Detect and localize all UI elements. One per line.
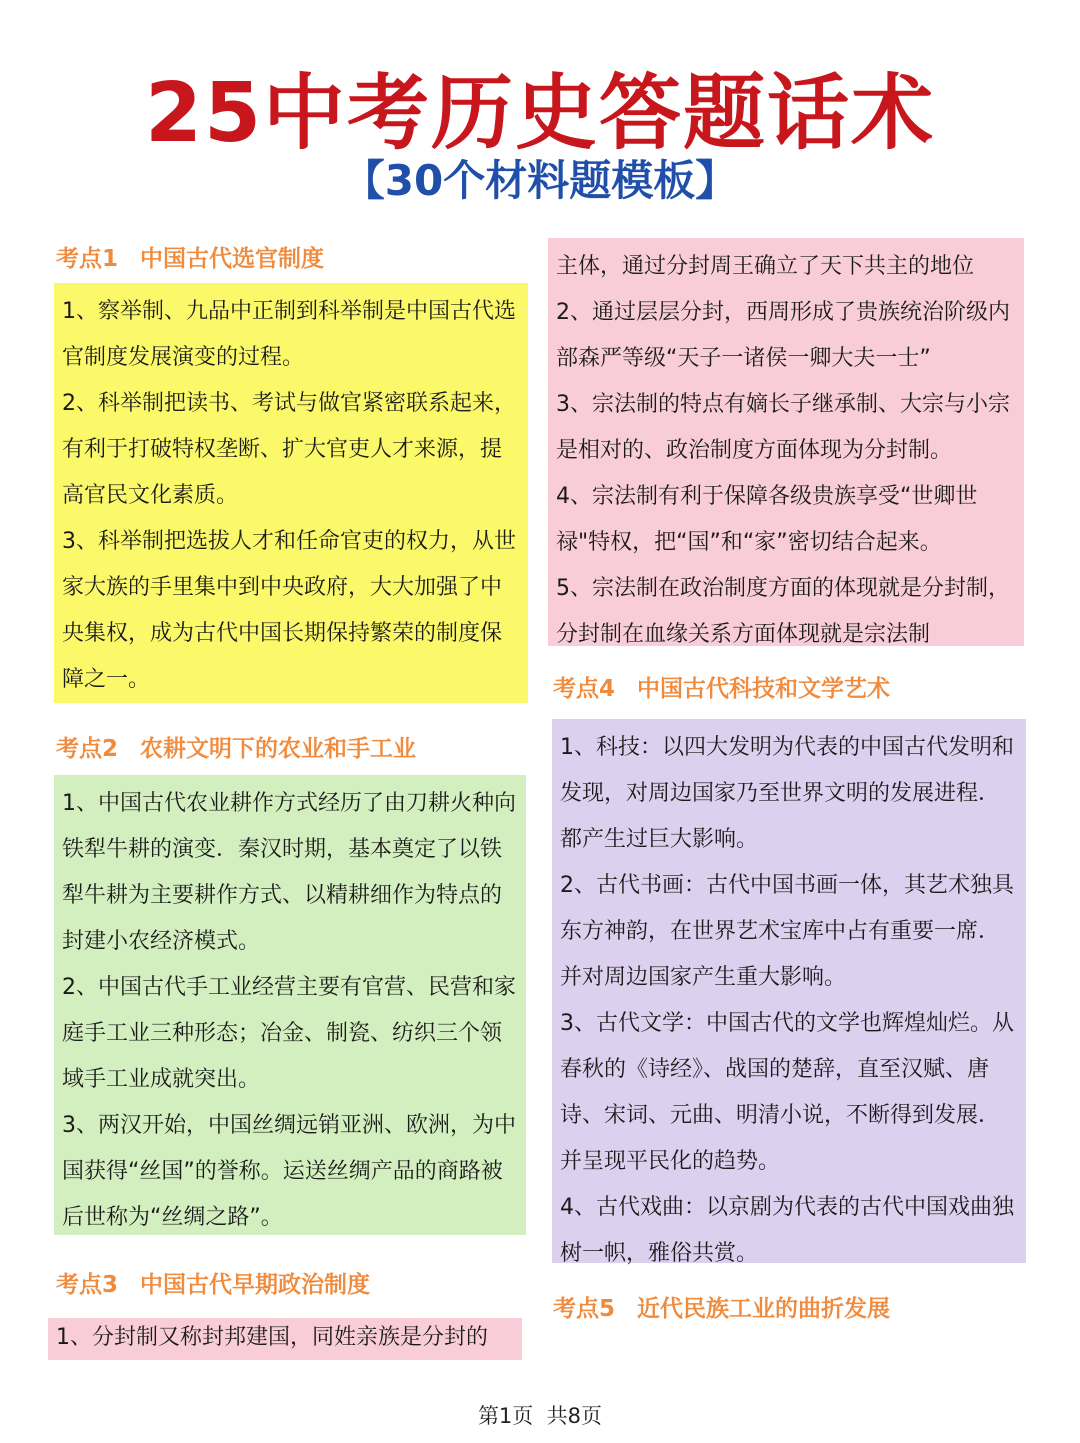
- section-3-item: 3、宗法制的特点有嫡长子继承制、大宗与小宗是相对的、政治制度方面体现为分封制。: [556, 392, 1010, 463]
- section-3-item: 4、宗法制有利于保障各级贵族享受“世卿世禄"特权，把“国”和“家”密切结合起来。: [556, 484, 978, 555]
- section-3-box-left: [48, 1318, 522, 1360]
- section-2-number: 考点2: [56, 736, 119, 762]
- section-4-box: [552, 719, 1026, 1266]
- page-subtitle: 【30个材料题模板】: [342, 156, 738, 205]
- section-3-item: 5、宗法制在政治制度方面的体现就是分封制，分封制在血缘关系方面体现就是宗法制: [556, 576, 1010, 647]
- section-4-item: 1、科技：以四大发明为代表的中国古代发明和发现，对周边国家乃至世界文明的发展进程．都产生过巨大影响。: [560, 735, 1014, 852]
- section-2-title: 农耕文明下的农业和手工业: [140, 736, 417, 762]
- page-number: 第1页: [477, 1404, 534, 1428]
- page-total: 共8页: [546, 1404, 603, 1428]
- section-2-item: 2、中国古代手工业经营主要有官营、民营和家庭手工业三种形态；冶金、制瓷、纺织三个领域手工业成就突出。: [62, 975, 516, 1092]
- section-2-heading: [56, 730, 416, 763]
- section-5-number: 考点5: [553, 1296, 616, 1322]
- section-1-item: 3、科举制把选拔人才和任命官吏的权力，从世家大族的手里集中到中央政府，大大加强了中央集权，成为古代中国长期保持繁荣的制度保障之一。: [62, 529, 516, 692]
- section-5-title: 近代民族工业的曲折发展: [637, 1296, 891, 1322]
- section-3-item: 主体，通过分封周王确立了天下共主的地位: [556, 254, 975, 279]
- section-1-title: 中国古代选官制度: [140, 246, 325, 272]
- page-title: 25中考历史答题话术: [144, 66, 936, 161]
- section-3-heading: [56, 1266, 370, 1299]
- section-3-item: 1、分封制又称封邦建国，同姓亲族是分封的: [56, 1325, 488, 1350]
- section-1-item: 2、科举制把读书、考试与做官紧密联系起来，有利于打破特权垄断、扩大官吏人才来源，提高官民文化素质。: [62, 391, 516, 508]
- section-2-box: [54, 775, 526, 1235]
- section-4-item: 2、古代书画：古代中国书画一体，其艺术独具东方神韵，在世界艺术宝库中占有重要一席．并对周边国家产生重大影响。: [560, 873, 1014, 990]
- section-3-item: 2、通过层层分封，西周形成了贵族统治阶级内部森严等级“天子一诸侯一卿大夫一士”: [556, 300, 1010, 371]
- section-4-item: 4、古代戏曲：以京剧为代表的古代中国戏曲独树一帜，雅俗共赏。: [560, 1195, 1014, 1266]
- section-5-heading: [553, 1290, 890, 1323]
- section-2-item: 3、两汉开始，中国丝绸远销亚洲、欧洲，为中国获得“丝国”的誉称。运送丝绸产品的商路被后世称为“丝绸之路”。: [62, 1113, 516, 1230]
- section-1-box: [54, 283, 528, 703]
- section-1-item: 1、察举制、九品中正制到科举制是中国古代选官制度发展演变的过程。: [62, 299, 516, 370]
- section-1-heading: [56, 240, 324, 273]
- section-3-number: 考点3: [56, 1272, 119, 1298]
- page-footer: [0, 1400, 1080, 1430]
- section-3-title: 中国古代早期政治制度: [140, 1272, 371, 1298]
- section-4-title: 中国古代科技和文学艺术: [637, 676, 891, 702]
- section-1-number: 考点1: [56, 246, 119, 272]
- section-3-box-right: [548, 238, 1024, 646]
- section-4-number: 考点4: [553, 676, 616, 702]
- section-2-item: 1、中国古代农业耕作方式经历了由刀耕火种向铁犁牛耕的演变．秦汉时期，基本奠定了以铁犁牛耕为主要耕作方式、以精耕细作为特点的封建小农经济模式。: [62, 791, 516, 954]
- section-4-heading: [553, 670, 890, 703]
- section-4-item: 3、古代文学：中国古代的文学也辉煌灿烂。从春秋的《诗经》、战国的楚辞，直至汉赋、唐诗、宋词、元曲、明清小说，不断得到发展．并呈现平民化的趋势。: [560, 1011, 1014, 1174]
